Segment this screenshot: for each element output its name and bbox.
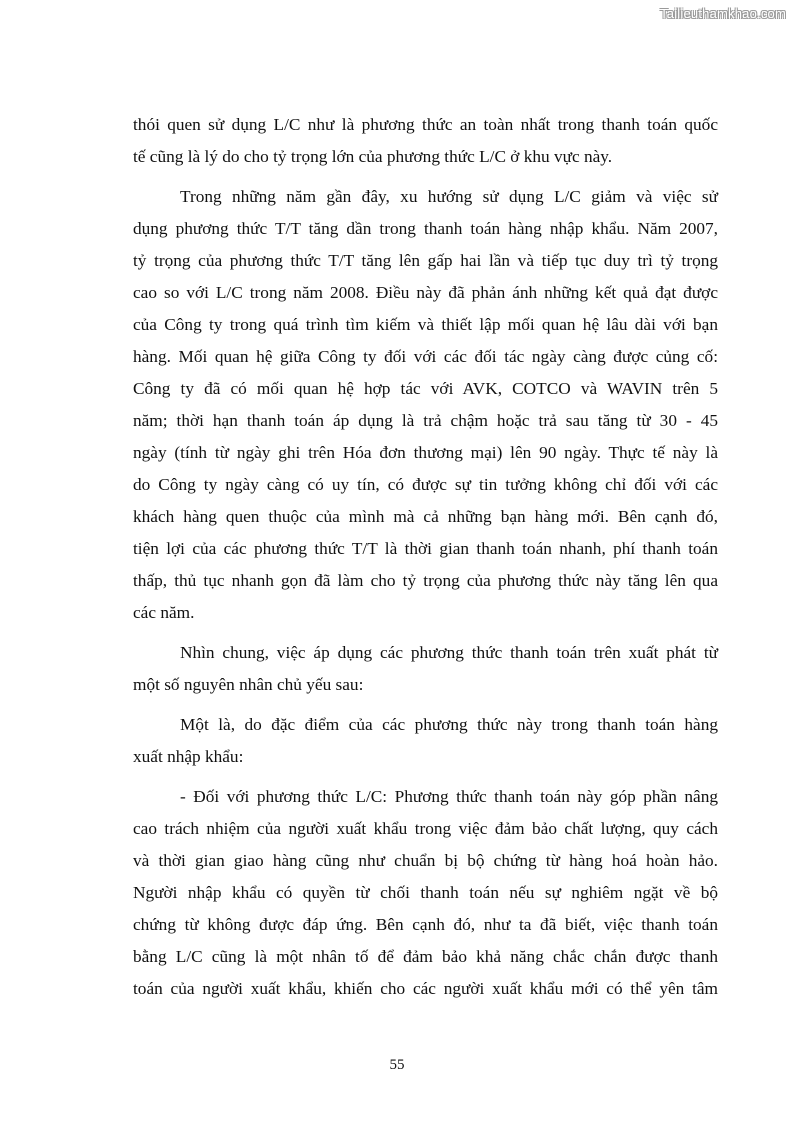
text-line: cao trách nhiệm của người xuất khẩu trong việc đảm bảo chất lượng, quy cách [133, 819, 718, 838]
paragraph-3 [133, 637, 718, 701]
document-body [133, 109, 718, 1005]
text-line: của Công ty trong quá trình tìm kiếm và thiết lập mối quan hệ lâu dài với bạn [133, 315, 718, 334]
paragraph-4 [133, 709, 718, 773]
text-line: toán của người xuất khẩu, khiến cho các người xuất khẩu mới có thể yên tâm [133, 979, 718, 998]
page-number: 55 [389, 1057, 405, 1073]
text-line: Công ty đã có mối quan hệ hợp tác với AVK, COTCO và WAVIN trên 5 [133, 379, 718, 398]
text-line: bằng L/C cũng là một nhân tố để đảm bảo khả năng chắc chắn được thanh [133, 947, 718, 966]
text-line: Người nhập khẩu có quyền từ chối thanh toán nếu sự nghiêm ngặt về bộ [133, 883, 718, 902]
text-line: - Đối với phương thức L/C: Phương thức thanh toán này góp phần nâng [180, 787, 718, 806]
text-line: ngày (tính từ ngày ghi trên Hóa đơn thương mại) lên 90 ngày. Thực tế này là [133, 443, 718, 462]
paragraph-5 [133, 781, 718, 1005]
text-line: năm; thời hạn thanh toán áp dụng là trả chậm hoặc trả sau tăng từ 30 - 45 [133, 411, 718, 430]
text-line: thấp, thủ tục nhanh gọn đã làm cho tỷ trọng của phương thức này tăng lên qua [133, 571, 718, 590]
text-line: Trong những năm gần đây, xu hướng sử dụng L/C giảm và việc sử [180, 187, 718, 206]
text-line: các năm. [133, 603, 195, 622]
text-line: và thời gian giao hàng cũng như chuẩn bị bộ chứng từ hàng hoá hoàn hảo. [133, 851, 718, 870]
paragraph-1 [133, 109, 718, 173]
text-line: tỷ trọng của phương thức T/T tăng lên gấp hai lần và tiếp tục duy trì tỷ trọng [133, 251, 718, 270]
text-line: cao so với L/C trong năm 2008. Điều này đã phản ánh những kết quả đạt được [133, 283, 718, 302]
text-line: dụng phương thức T/T tăng dần trong thanh toán hàng nhập khẩu. Năm 2007, [133, 219, 718, 238]
text-line: xuất nhập khẩu: [133, 747, 244, 766]
text-line: Một là, do đặc điểm của các phương thức này trong thanh toán hàng [180, 715, 718, 734]
text-line: một số nguyên nhân chủ yếu sau: [133, 675, 364, 694]
text-line: tiện lợi của các phương thức T/T là thời gian thanh toán nhanh, phí thanh toán [133, 539, 718, 558]
text-line: Nhìn chung, việc áp dụng các phương thức thanh toán trên xuất phát từ [180, 643, 718, 662]
text-line: khách hàng quen thuộc của mình mà cả những bạn hàng mới. Bên cạnh đó, [133, 507, 718, 526]
text-line: chứng từ không được đáp ứng. Bên cạnh đó, như ta đã biết, việc thanh toán [133, 915, 718, 934]
text-line: tế cũng là lý do cho tỷ trọng lớn của phương thức L/C ở khu vực này. [133, 147, 613, 166]
text-line: do Công ty ngày càng có uy tín, có được sự tin tưởng không chỉ đối với các [133, 475, 718, 494]
text-line: thói quen sử dụng L/C như là phương thức an toàn nhất trong thanh toán quốc [133, 115, 718, 134]
text-line: hàng. Mối quan hệ giữa Công ty đối với các đối tác ngày càng được củng cố: [133, 347, 718, 366]
paragraph-2 [133, 181, 718, 629]
watermark: Tailieuthamkhao.com [660, 6, 786, 21]
